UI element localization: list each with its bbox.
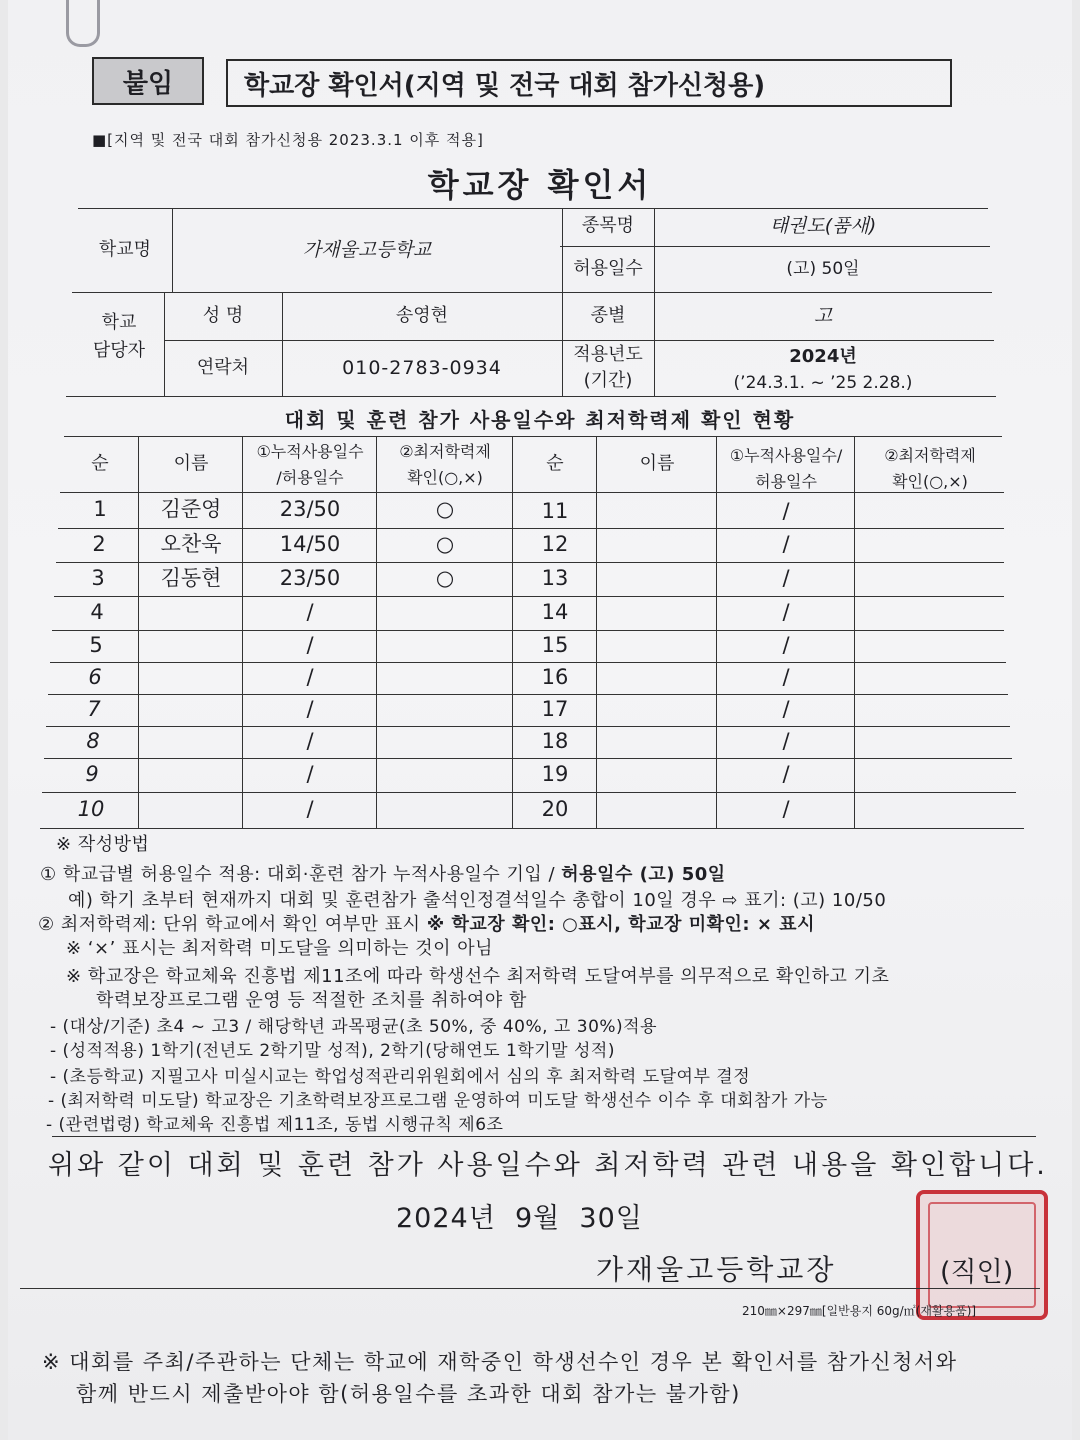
row-11-days: /: [782, 499, 790, 524]
row-2-check: ○: [435, 532, 455, 557]
instruction-below-minimum: - (최저학력 미도달) 학교장은 기초학력보장프로그램 운영하여 미도달 학생선수 이수 후 대회참가 가능: [48, 1091, 828, 1111]
school-label: 학교명: [98, 239, 152, 261]
row-14-no: 14: [541, 600, 569, 625]
manager-label-1: 학교: [101, 312, 137, 334]
attachment-badge: 붙임: [92, 57, 204, 105]
seal-label: (직인): [940, 1257, 1014, 1288]
confirmation-date: 2024년 9월 30일: [396, 1203, 643, 1234]
instruction-2: [38, 910, 815, 936]
header-name-right: 이름: [639, 453, 675, 475]
row-4-no: 4: [90, 600, 104, 625]
row-1-name: 김준영: [160, 497, 222, 522]
row-1-no: 1: [93, 497, 107, 522]
allowed-days-label: 허용일수: [573, 258, 643, 280]
instruction-1-text: ① 학교급별 허용일수 적용: 대회·훈련 참가 누적사용일수 기입 /: [40, 864, 562, 885]
paper-clip: [66, 0, 100, 47]
row-5-days: /: [306, 633, 314, 658]
row-2-days: 14/50: [279, 532, 341, 557]
row-18-no: 18: [541, 729, 569, 754]
row-3-no: 3: [91, 566, 105, 591]
instruction-grades: - (성적적용) 1학기(전년도 2학기말 성적), 2학기(당해연도 1학기말 성적): [50, 1041, 615, 1061]
row-8-days: /: [306, 729, 314, 754]
instruction-2-bold: ※ 학교장 확인: ○표시, 학교장 미확인: × 표시: [426, 914, 815, 935]
header-no-left: 순: [91, 453, 109, 475]
name-label: 성 명: [202, 305, 244, 327]
row-14-days: /: [782, 600, 790, 625]
row-18-days: /: [782, 729, 790, 754]
row-1-days: 23/50: [279, 497, 341, 522]
row-4-days: /: [306, 600, 314, 625]
instruction-law: - (관련법령) 학교체육 진흥법 제11조, 동법 시행규칙 제6조: [46, 1115, 504, 1135]
row-3-days: 23/50: [279, 566, 341, 591]
footer-note-2: 함께 반드시 제출받아야 함(허용일수를 초과한 대회 참가는 불가함): [76, 1382, 741, 1406]
instruction-note-principal-cont: 학력보장프로그램 운영 등 적절한 조치를 취하여야 함: [96, 990, 527, 1011]
instruction-elementary: - (초등학교) 지필고사 미실시교는 학업성적관리위원회에서 심의 후 최저학력 도달여부 결정: [50, 1067, 751, 1087]
year-label-2: (기간): [583, 370, 633, 392]
year-label-1: 적용년도: [573, 344, 643, 366]
row-3-name: 김동현: [160, 566, 222, 591]
bottom-divider: [20, 1288, 1040, 1289]
row-12-no: 12: [541, 532, 569, 557]
row-2-no: 2: [92, 532, 106, 557]
status-section-title: 대회 및 훈련 참가 사용일수와 최저학력제 확인 현황: [284, 408, 796, 432]
row-7-days: /: [306, 697, 314, 722]
footer-note-1: ※ 대회를 주최/주관하는 단체는 학교에 재학중인 학생선수인 경우 본 확인서를 참가신청서와: [42, 1350, 958, 1374]
divider: [52, 1136, 1036, 1137]
instruction-note-principal: ※ 학교장은 학교체육 진흥법 제11조에 따라 학생선수 최저학력 도달여부를 의무적으로 확인하고 기초: [66, 966, 890, 987]
school-name: 가재울고등학교: [302, 238, 432, 261]
event-name: 태권도(품새): [769, 214, 877, 237]
row-1-check: ○: [435, 497, 455, 522]
header-check-right-2: 확인(○,×): [892, 471, 968, 491]
instruction-1-bold: 허용일수 (고) 50일: [561, 864, 726, 885]
header-days-left-1: ①누적사용일수: [256, 441, 364, 461]
row-9-no: 9: [85, 762, 99, 787]
applicability-note: ■[지역 및 전국 대회 참가신청용 2023.3.1 이후 적용]: [92, 131, 484, 149]
row-20-no: 20: [541, 797, 569, 822]
row-2-name: 오찬욱: [160, 532, 222, 557]
row-17-no: 17: [541, 697, 569, 722]
header-check-right-1: ②최저학력제: [884, 445, 976, 465]
instruction-note-x: ※ ‘×’ 표시는 최저학력 미도달을 의미하는 것이 아님: [66, 938, 494, 959]
row-16-no: 16: [541, 665, 569, 690]
header-check-left-2: 확인(○,×): [407, 467, 483, 487]
header-days-right-2: 허용일수: [755, 471, 817, 491]
row-19-no: 19: [541, 762, 569, 787]
manager-name: 송영현: [395, 305, 449, 327]
row-12-days: /: [782, 532, 790, 557]
row-6-days: /: [306, 665, 314, 690]
row-15-no: 15: [541, 633, 569, 658]
paper-spec: 210㎜×297㎜[일반용지 60g/㎡(재활용품)]: [742, 1304, 977, 1318]
type-value: 고: [813, 304, 833, 327]
row-9-days: /: [306, 762, 314, 787]
applicable-year: 2024년: [789, 346, 857, 368]
row-15-days: /: [782, 633, 790, 658]
document-title: 학교장 확인서: [427, 166, 653, 204]
instruction-example: 예) 학기 초부터 현재까지 대회 및 훈련참가 출석인정결석일수 총합이 10일 경우 ⇨ 표기: (고) 10/50: [68, 890, 887, 911]
attachment-title: 학교장 확인서(지역 및 전국 대회 참가신청용): [226, 59, 952, 107]
row-13-days: /: [782, 566, 790, 591]
row-8-no: 8: [86, 729, 100, 754]
row-10-no: 10: [77, 797, 105, 822]
instruction-target: - (대상/기준) 초4 ~ 고3 / 해당학년 과목평균(초 50%, 중 40%, 고 30%)적용: [50, 1017, 658, 1037]
applicable-period: (’24.3.1. ~ ’25 2.28.): [733, 372, 913, 393]
row-10-days: /: [306, 797, 314, 822]
header-name-left: 이름: [173, 453, 209, 475]
manager-label-2: 담당자: [92, 340, 146, 362]
confirmation-statement: 위와 같이 대회 및 훈련 참가 사용일수와 최저학력 관련 내용을 확인합니다.: [48, 1150, 1048, 1181]
row-5-no: 5: [89, 633, 103, 658]
instructions-heading: ※ 작성방법: [56, 834, 150, 855]
row-17-days: /: [782, 697, 790, 722]
row-13-no: 13: [541, 566, 569, 591]
header-days-left-2: /허용일수: [276, 467, 344, 487]
row-19-days: /: [782, 762, 790, 787]
instruction-1: [40, 860, 726, 886]
type-label: 종별: [590, 305, 626, 327]
row-7-no: 7: [87, 697, 101, 722]
row-6-no: 6: [88, 665, 102, 690]
instruction-2-text: ② 최저학력제: 단위 학교에서 확인 여부만 표시: [38, 914, 427, 935]
allowed-days-value: (고) 50일: [786, 258, 860, 279]
principal-signature: 가재울고등학교장: [596, 1253, 837, 1286]
contact-label: 연락처: [196, 357, 250, 379]
event-label: 종목명: [581, 215, 635, 237]
header-no-right: 순: [546, 453, 564, 475]
row-20-days: /: [782, 797, 790, 822]
row-16-days: /: [782, 665, 790, 690]
contact-number: 010-2783-0934: [342, 356, 502, 379]
row-3-check: ○: [435, 566, 455, 591]
header-check-left-1: ②최저학력제: [399, 441, 491, 461]
row-11-no: 11: [541, 499, 569, 524]
header-days-right-1: ①누적사용일수/: [729, 445, 843, 465]
